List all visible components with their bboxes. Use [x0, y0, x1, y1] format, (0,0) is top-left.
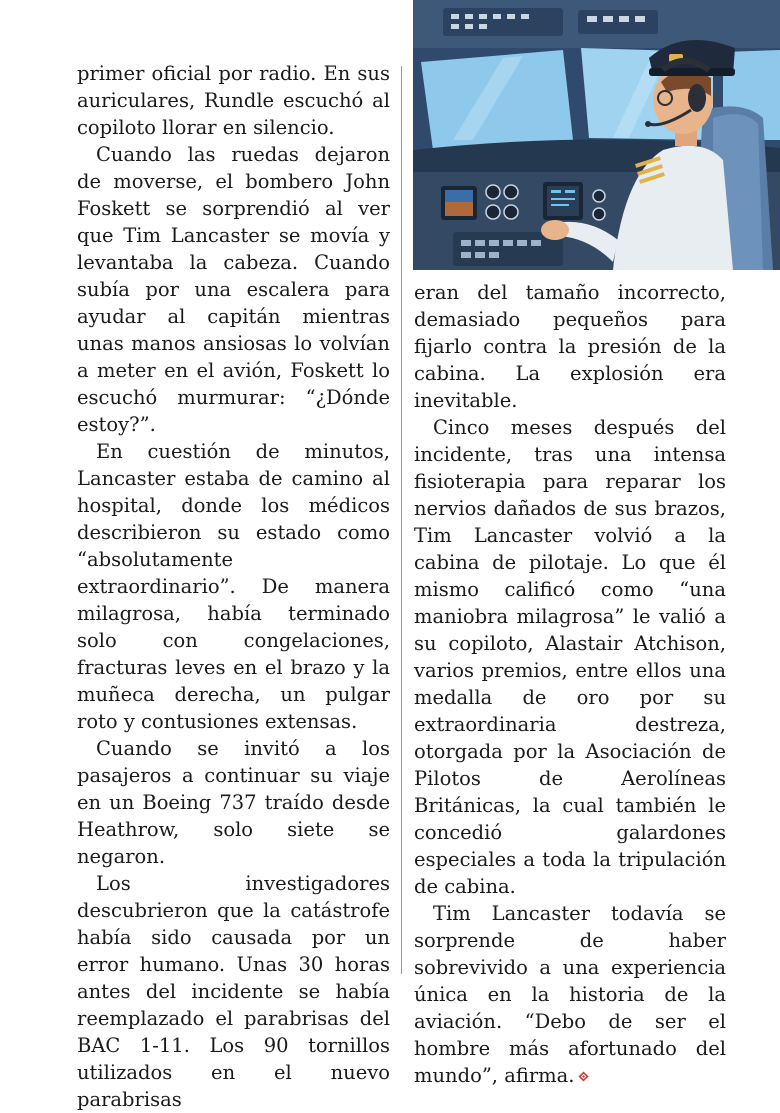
article-column-right	[414, 279, 726, 1089]
paragraph: primer oficial por radio. En sus auriculares, Rundle escuchó al copiloto llorar en silencio.	[77, 62, 390, 139]
diamond-end-mark-icon	[578, 1071, 589, 1082]
paragraph: Cuando las ruedas dejaron de moverse, el bombero John Foskett se sorprendió al ver que Tim Lancaster se movía y levantaba la cabeza. Cuando subía por una escalera para ayudar al capitán mientras unas manos ansiosas lo volvían a meter en el avión, Foskett lo escuchó murmurar: “¿Dónde estoy?”.	[77, 143, 390, 436]
paragraph: Cinco meses después del incidente, tras una intensa fisioterapia para reparar los nervios dañados de sus brazos, Tim Lancaster volvió a la cabina de pilotaje. Lo que él mismo calificó como “una maniobra milagrosa” le valió a su copiloto, Alastair Atchison, varios premios, entre ellos una medalla de oro por su extraordinaria destreza, otorgada por la Asociación de Pilotos de Aerolíneas Británicas, la cual también le concedió galardones especiales a toda la tripulación de cabina.	[414, 416, 726, 898]
paragraph: Cuando se invitó a los pasajeros a continuar su viaje en un Boeing 737 traído desde Heathrow, solo siete se negaron.	[77, 737, 390, 868]
paragraph-text: Tim Lancaster todavía se sorprende de haber sobrevivido a una experiencia única en la historia de la aviación. “Debo de ser el hombre más afortunado del mundo”, afirma.	[414, 902, 726, 1087]
paragraph: eran del tamaño incorrecto, demasiado pequeños para fijarlo contra la presión de la cabina. La explosión era inevitable.	[414, 281, 726, 412]
column-divider	[401, 66, 402, 974]
paragraph: Los investigadores descubrieron que la catástrofe había sido causada por un error humano. Unas 30 horas antes del incidente se había reemplazado el parabrisas del BAC 1-11. Los 90 tornillos utilizados en el nuevo parabrisas	[77, 872, 390, 1111]
paragraph: En cuestión de minutos, Lancaster estaba de camino al hospital, donde los médicos describieron su estado como “absolutamente extraordinario”. De manera milagrosa, había terminado solo con congelaciones, fracturas leves en el brazo y la muñeca derecha, un pulgar roto y contusiones extensas.	[77, 440, 390, 733]
pilot-in-cockpit-illustration	[413, 0, 780, 270]
last-paragraph	[414, 900, 726, 1089]
article-column-left	[77, 60, 390, 1113]
